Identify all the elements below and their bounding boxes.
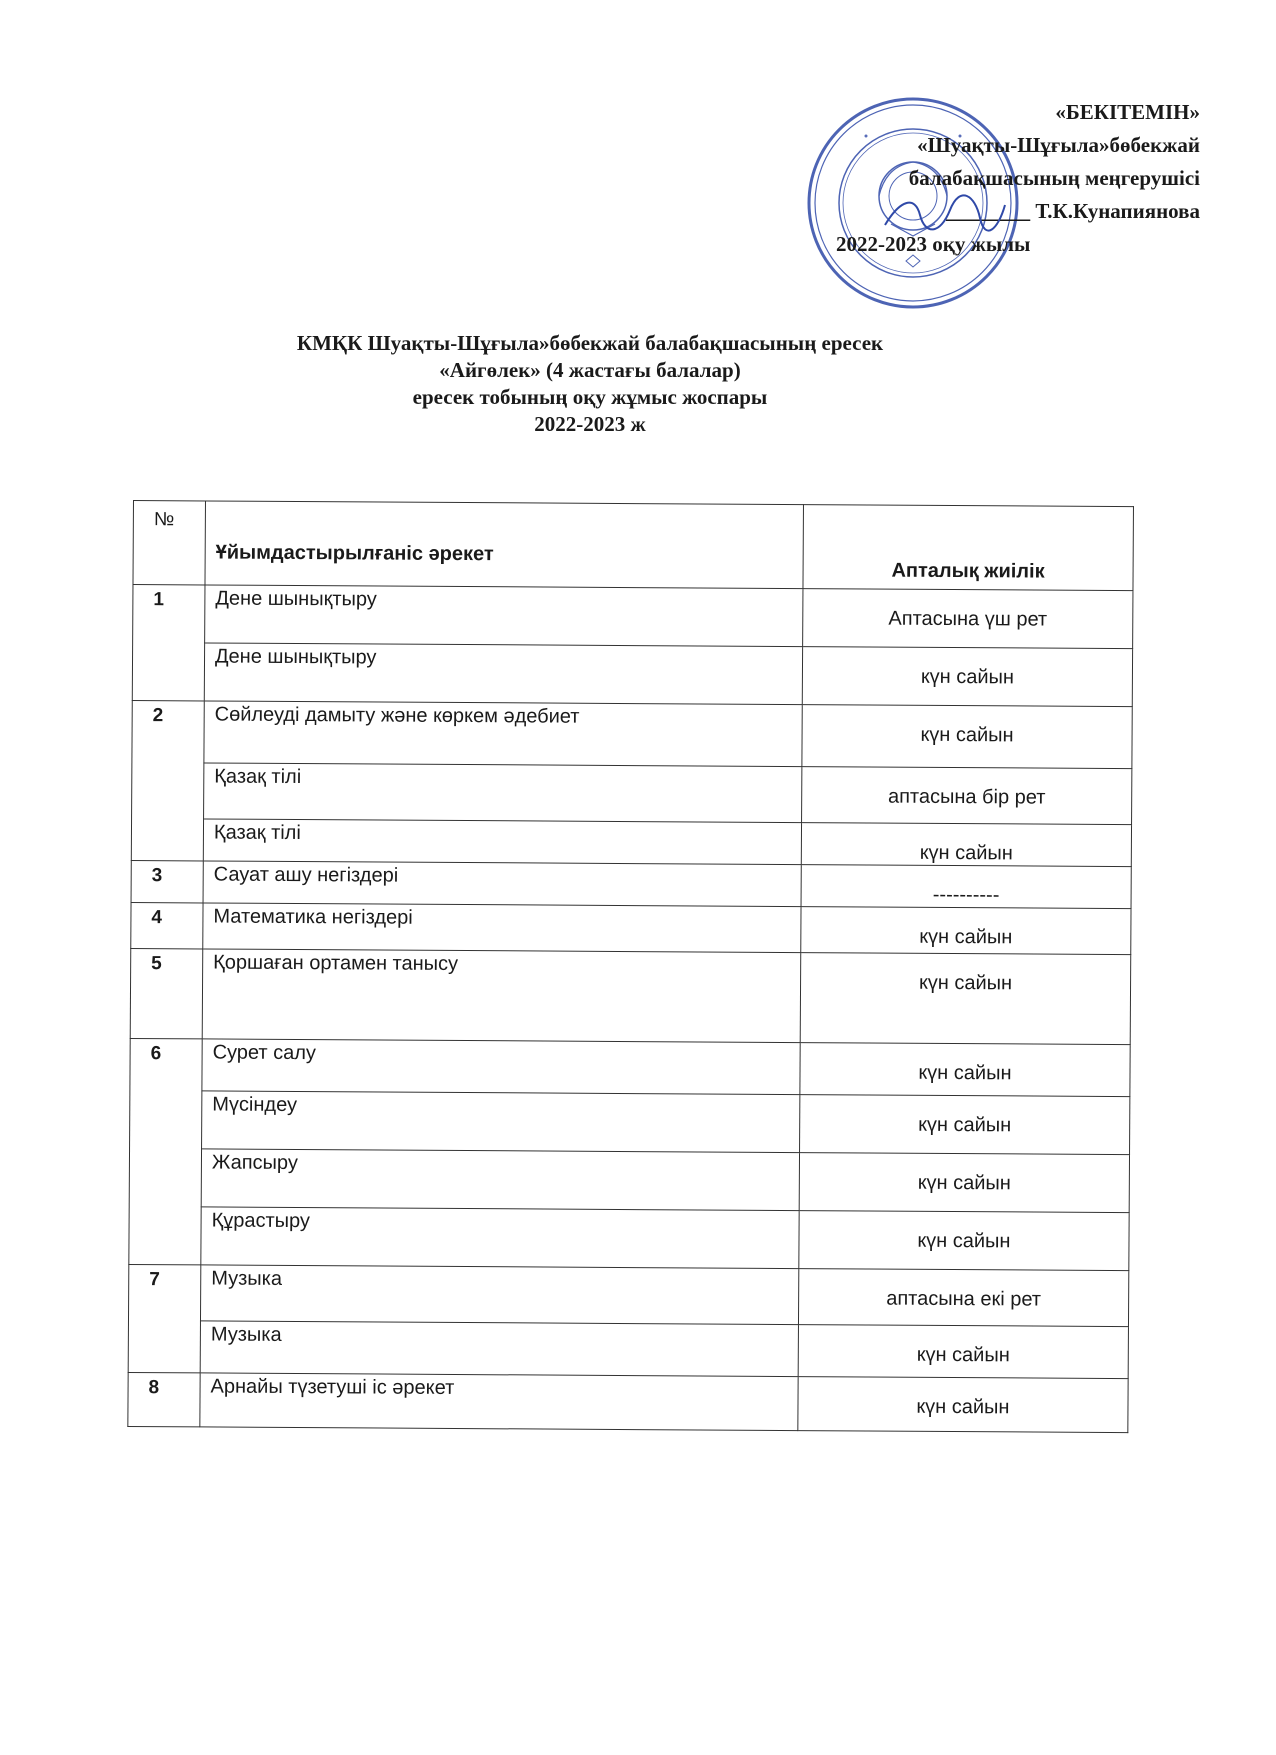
- table-row: [132, 762, 1132, 824]
- activity-cell: Қоршаған ортамен танысу: [202, 949, 801, 1043]
- row-number: 2: [131, 700, 204, 860]
- approval-block: [820, 96, 1200, 261]
- table-row: [133, 585, 1133, 649]
- frequency-cell: күн сайын: [798, 1325, 1128, 1379]
- table-row: [129, 1206, 1129, 1270]
- frequency-cell: күн сайын: [800, 953, 1131, 1045]
- activity-cell: Құрастыру: [201, 1207, 799, 1269]
- row-number: 6: [129, 1038, 202, 1264]
- table-row: [132, 643, 1132, 707]
- frequency-cell: аптасына бір рет: [802, 767, 1132, 825]
- table-row: [131, 818, 1131, 866]
- frequency-cell: күн сайын: [798, 1377, 1128, 1433]
- frequency-cell: күн сайын: [802, 647, 1132, 707]
- header-activity: Ұйымдастырылғаніс әрекет: [205, 501, 804, 589]
- activity-cell: Музыка: [200, 1321, 798, 1377]
- row-number: 1: [132, 585, 205, 701]
- table-row: [130, 1090, 1130, 1154]
- activity-cell: Дене шынықтыру: [205, 585, 803, 647]
- row-number: 4: [131, 902, 203, 948]
- title-line-2: «Айгөлек» (4 жастағы балалар): [439, 358, 741, 382]
- header-number: №: [133, 501, 206, 585]
- activity-cell: Сурет салу: [202, 1039, 800, 1095]
- approval-organization: «Шуақты-Шұғыла»бөбекжай: [917, 133, 1200, 157]
- activity-cell: Сөйлеуді дамыту және көркем әдебиет: [204, 701, 802, 767]
- approval-position: балабақшасының меңгерушісі: [908, 166, 1200, 190]
- title-line-3: ересек тобының оқу жұмыс жоспары: [412, 385, 768, 409]
- signature-scribble: [880, 190, 1010, 240]
- frequency-cell: күн сайын: [800, 1043, 1130, 1097]
- activity-cell: Математика негіздері: [203, 903, 801, 953]
- table-row: [129, 1148, 1129, 1212]
- table-row: [130, 948, 1131, 1044]
- row-number: 5: [130, 948, 203, 1038]
- activity-cell: Сауат ашу негіздері: [203, 861, 801, 907]
- frequency-cell: аптасына екі рет: [798, 1269, 1128, 1327]
- activity-cell: Дене шынықтыру: [204, 643, 802, 705]
- table-row: [132, 700, 1132, 768]
- table-header-row: [133, 501, 1133, 591]
- frequency-cell: күн сайын: [799, 1211, 1129, 1271]
- activity-cell: Жапсыру: [201, 1149, 799, 1211]
- table-row: [128, 1320, 1128, 1378]
- frequency-cell: күн сайын: [802, 705, 1132, 769]
- document-title: [150, 330, 1030, 438]
- activity-cell: Қазақ тілі: [203, 819, 801, 865]
- activity-cell: Қазақ тілі: [204, 763, 802, 823]
- table-row: [130, 1038, 1130, 1096]
- table-row: [128, 1372, 1128, 1432]
- approval-heading: «БЕКІТЕМІН»: [1055, 100, 1200, 124]
- frequency-cell: күн сайын: [800, 1095, 1130, 1155]
- activity-cell: Мүсіндеу: [202, 1091, 800, 1153]
- table-row: [128, 1264, 1128, 1326]
- frequency-cell: ----------: [801, 865, 1131, 909]
- title-line-4: 2022-2023 ж: [534, 412, 646, 436]
- header-frequency: Апталық жиілік: [803, 505, 1134, 591]
- table-row: [131, 902, 1131, 954]
- frequency-cell: күн сайын: [801, 823, 1131, 867]
- table-row: [131, 860, 1131, 908]
- frequency-cell: күн сайын: [799, 1153, 1129, 1213]
- frequency-cell: күн сайын: [801, 907, 1131, 955]
- frequency-cell: Аптасына үш рет: [803, 589, 1133, 649]
- approval-signature-name: ________ Т.К.Кунапиянова: [946, 199, 1200, 223]
- activity-cell: Музыка: [200, 1265, 798, 1325]
- study-plan-table: [127, 500, 1134, 1433]
- row-number: 8: [128, 1372, 200, 1426]
- row-number: 7: [128, 1264, 201, 1372]
- activity-cell: Арнайы түзетуші іс әрекет: [200, 1373, 798, 1431]
- row-number: 3: [131, 860, 203, 902]
- title-line-1: КМҚК Шуақты-Шұғыла»бөбекжай балабақшасының ересек: [296, 331, 884, 355]
- approval-year: 2022-2023 оқу жылы: [836, 232, 1031, 256]
